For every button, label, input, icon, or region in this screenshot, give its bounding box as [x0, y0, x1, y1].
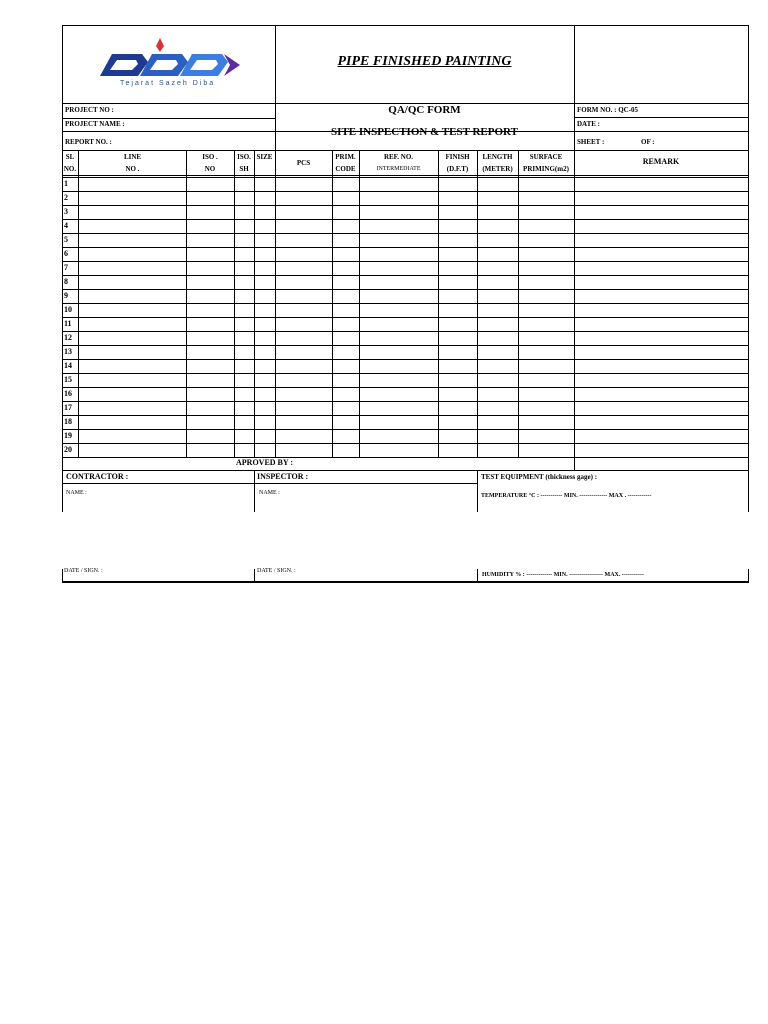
row-number: 10 [64, 305, 72, 314]
row-number: 6 [64, 249, 68, 258]
approval-sub-line [62, 483, 477, 484]
table-row [62, 247, 748, 261]
col-ref-no [359, 151, 438, 175]
table-row [62, 373, 748, 387]
row-number: 1 [64, 179, 68, 188]
col-surface-line1: SURFACE [529, 153, 563, 161]
row-number: 15 [64, 375, 72, 384]
table-row [62, 177, 748, 191]
table-row [62, 359, 748, 373]
approval-sep-2 [477, 470, 478, 512]
col-prim-line2: CODE [335, 165, 356, 173]
table-bottom-line [62, 457, 748, 458]
row-number: 18 [64, 417, 72, 426]
col-size: SIZE [256, 153, 273, 161]
header-bottom-line [62, 175, 748, 176]
right-border [748, 25, 749, 512]
row-number: 17 [64, 403, 72, 412]
row-number: 16 [64, 389, 72, 398]
table-row [62, 289, 748, 303]
project-name-label: PROJECT NAME : [65, 120, 125, 128]
contractor-label: CONTRACTOR : [66, 472, 129, 481]
approval-line [62, 470, 748, 471]
inspector-name-label: NAME : [259, 490, 280, 496]
row-number: 4 [64, 221, 68, 230]
approved-by-label: APROVED BY : [236, 458, 294, 467]
row-number: 2 [64, 193, 68, 202]
col-remark: REMARK [642, 157, 680, 166]
table-row [62, 219, 748, 233]
project-row-line-right [574, 117, 748, 118]
test-equipment-label: TEST EQUIPMENT (thickness gage) : [481, 473, 598, 481]
inspector-label: INSPECTOR : [257, 472, 309, 481]
col-length-line2: (METER) [482, 165, 513, 173]
table-row [62, 331, 748, 345]
col-isosh-line1: ISO. [237, 153, 251, 161]
table-row [62, 429, 748, 443]
approval-sep-1 [254, 470, 255, 512]
col-finish-line2: (D.F.T) [446, 165, 469, 173]
table-row [62, 401, 748, 415]
inspector-date-sign: DATE / SIGN. : [257, 568, 296, 574]
row-number: 9 [64, 291, 68, 300]
date-label: DATE : [577, 120, 601, 128]
project-row-line-left [62, 118, 275, 119]
form-title: PIPE FINISHED PAINTING [337, 54, 512, 69]
col-finish-line1: FINISH [445, 153, 470, 161]
col-sl-line1: SL [65, 153, 75, 161]
table-row [62, 443, 748, 457]
row-number: 8 [64, 277, 68, 286]
col-ref-line2: INTERMEDIATE [376, 166, 421, 172]
sheet-label: SHEET : [577, 138, 605, 146]
col-isosh-line2: SH [239, 165, 249, 173]
col-prim-line1: PRIM. [335, 153, 356, 161]
qa-qc-form-label: QA/QC FORM [388, 104, 461, 116]
col-iso-no [186, 151, 234, 175]
table-row [62, 387, 748, 401]
row-number: 13 [64, 347, 72, 356]
site-inspection-label: SITE INSPECTION & TEST REPORT [331, 126, 518, 138]
col-line-no [79, 151, 186, 175]
logo-company-name: Tejarat Sazeh Diba [120, 80, 216, 87]
form-bottom-border [62, 581, 749, 583]
table-row [62, 275, 748, 289]
row-number: 5 [64, 235, 68, 244]
table-row [62, 233, 748, 247]
row-number: 12 [64, 333, 72, 342]
row-number: 11 [64, 319, 72, 328]
project-no-label: PROJECT NO : [65, 106, 114, 114]
company-logo [90, 36, 260, 94]
form-no-label: FORM NO. : QC-05 [577, 106, 639, 114]
humidity-label: HUMIDITY % : ------------- MIN. ----------------- MAX. ----------- [482, 572, 644, 578]
table-row [62, 191, 748, 205]
col-sl [62, 151, 78, 175]
row-number: 19 [64, 431, 72, 440]
row-number: 3 [64, 207, 68, 216]
table-row [62, 261, 748, 275]
col-line-line2: NO . [125, 165, 140, 173]
table-row [62, 205, 748, 219]
table-row [62, 303, 748, 317]
contractor-name-label: NAME : [66, 490, 87, 496]
temperature-label: TEMPERATURE °C : ----------- MIN. -------------- MAX . ------------ [481, 493, 652, 499]
col-prim-code [332, 151, 359, 175]
col-finish [438, 151, 477, 175]
col-ref-line1: REF. NO. [383, 153, 414, 161]
col-iso-sh [234, 151, 254, 175]
col-surface [518, 151, 574, 175]
col-iso-line2: NO [204, 165, 216, 173]
col-pcs: PCS [296, 159, 311, 167]
table-row [62, 345, 748, 359]
table-row [62, 415, 748, 429]
row-number: 14 [64, 361, 72, 370]
col-line-line1: LINE [123, 153, 142, 161]
col-sl-line2: NO. [63, 165, 77, 173]
col-length [477, 151, 518, 175]
row-number: 7 [64, 263, 68, 272]
header-top-border [62, 25, 748, 26]
contractor-date-sign: DATE / SIGN. : [64, 568, 103, 574]
report-no-label: REPORT NO. : [65, 138, 112, 146]
col-iso-line1: ISO . [202, 153, 218, 161]
row-number: 20 [64, 445, 72, 454]
col-length-line1: LENGTH [482, 153, 513, 161]
col-surface-line2: PRIMING(m2) [523, 165, 569, 173]
of-label: OF : [641, 138, 655, 146]
table-row [62, 317, 748, 331]
